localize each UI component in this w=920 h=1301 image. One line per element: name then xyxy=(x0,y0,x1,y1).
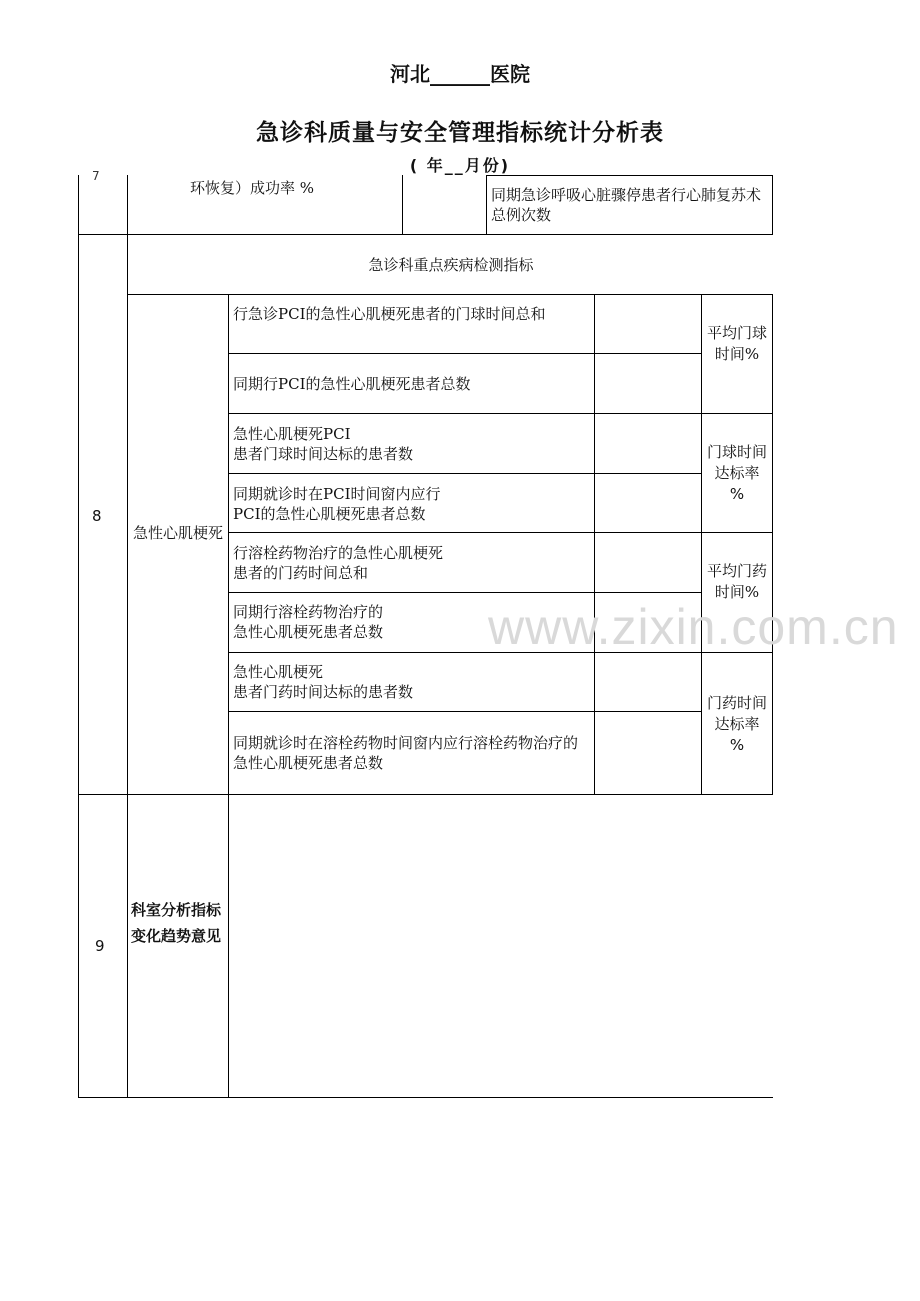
item-door-to-needle-total: 行溶栓药物治疗的急性心肌梗死 患者的门药时间总和 xyxy=(233,544,444,582)
row9-label: 科室分析指标变化趋势意见 xyxy=(131,901,222,945)
row9-number: 9 xyxy=(95,937,105,955)
item-door-to-balloon-qualified: 急性心肌梗死PCI 患者门球时间达标的患者数 xyxy=(233,425,414,463)
item-door-to-balloon-total: 行急诊PCI的急性心肌梗死患者的门球时间总和 xyxy=(233,305,546,323)
item-pci-patient-total: 同期行PCI的急性心肌梗死患者总数 xyxy=(233,375,471,393)
row8-number: 8 xyxy=(92,507,102,525)
row8-category: 急性心肌梗死 xyxy=(132,524,223,542)
item-thrombolysis-window-total: 同期就诊时在溶栓药物时间窗内应行溶栓药物治疗的急性心肌梗死患者总数 xyxy=(233,734,579,772)
item-pci-window-total: 同期就诊时在PCI时间窗内应行 PCI的急性心肌梗死患者总数 xyxy=(233,485,441,523)
page-title: 急诊科质量与安全管理指标统计分析表 xyxy=(256,120,664,146)
indicator-avg-door-to-needle: 平均门药时间% xyxy=(706,562,767,601)
row7-number: 7 xyxy=(92,169,100,183)
indicator-door-to-needle-rate: 门药时间达标率 % xyxy=(706,694,767,754)
hospital-line: 河北______医院 xyxy=(390,62,530,86)
watermark: www.zixin.com.cn xyxy=(488,599,899,655)
row7-denominator: 同期急诊呼吸心脏骤停患者行心肺复苏术总例次数 xyxy=(491,186,762,224)
item-door-to-needle-qualified: 急性心肌梗死 患者门药时间达标的患者数 xyxy=(233,663,414,701)
item-thrombolysis-patient-total: 同期行溶栓药物治疗的 急性心肌梗死患者总数 xyxy=(233,603,384,641)
period-line: ( 年__月份) xyxy=(409,156,511,175)
row8-section-title: 急诊科重点疾病检测指标 xyxy=(368,256,534,274)
indicator-door-to-balloon-rate: 门球时间达标率 % xyxy=(706,443,767,503)
indicator-avg-door-to-balloon: 平均门球时间% xyxy=(706,324,767,363)
row7-label-tail: 环恢复）成功率 % xyxy=(190,179,315,197)
